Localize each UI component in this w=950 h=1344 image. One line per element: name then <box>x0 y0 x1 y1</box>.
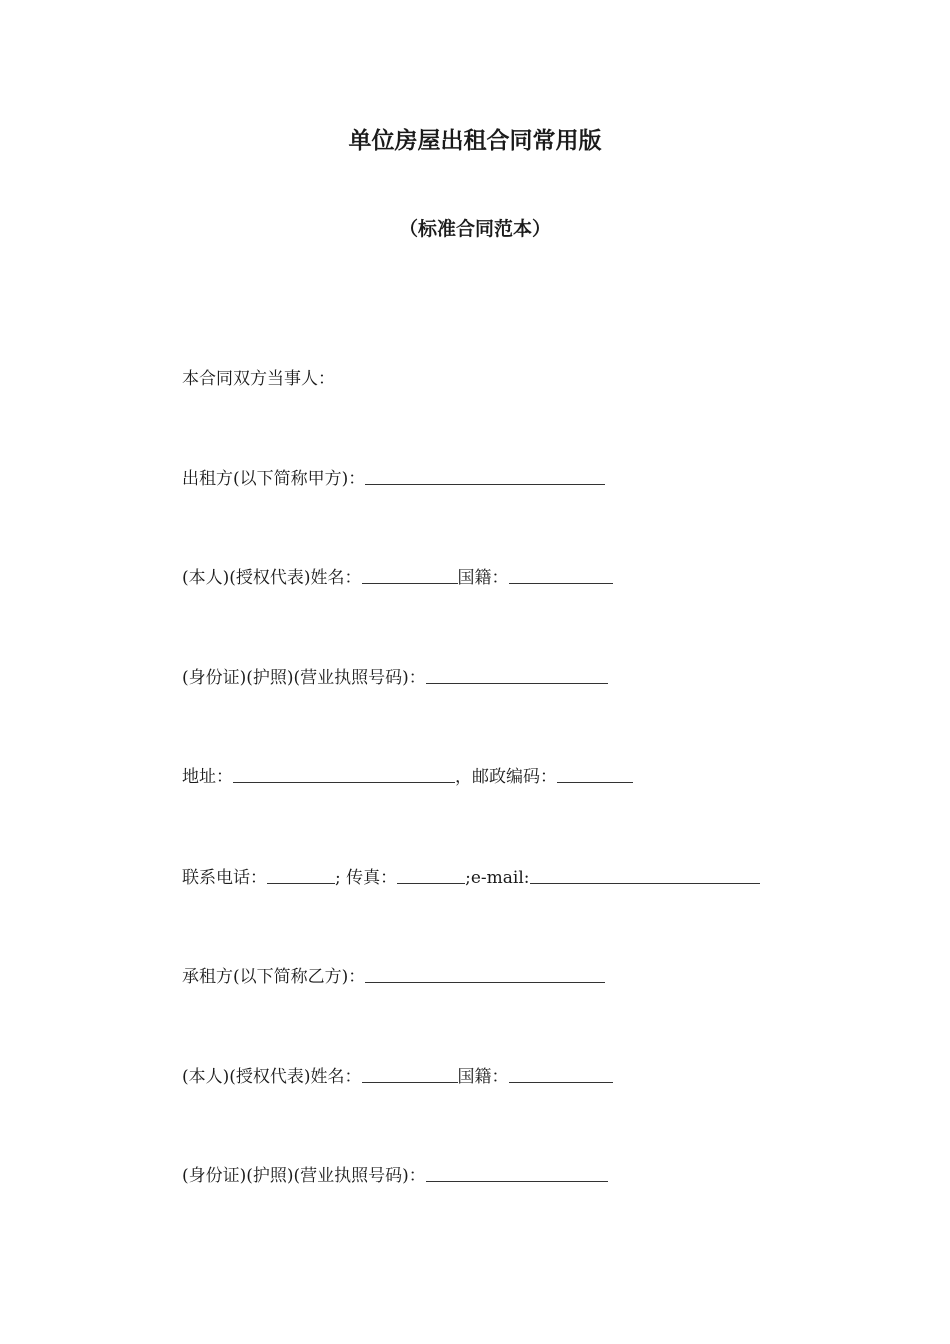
lessor-address-label: 地址： <box>182 767 233 787</box>
lessor-postcode-blank[interactable] <box>557 766 633 783</box>
lessor-email-blank[interactable] <box>530 867 760 884</box>
lessee-line <box>182 966 605 988</box>
lessor-email-label: ;e-mail: <box>465 868 530 888</box>
lessee-rep-name-blank[interactable] <box>362 1066 458 1083</box>
lessor-phone-blank[interactable] <box>267 867 335 884</box>
lessor-representative-line <box>182 567 613 589</box>
lessee-nationality-blank[interactable] <box>509 1066 613 1083</box>
document-subtitle: （标准合同范本） <box>398 218 551 240</box>
lessor-nationality-blank[interactable] <box>509 567 613 584</box>
lessee-nationality-label: 国籍： <box>457 1067 509 1087</box>
lessee-representative-line <box>182 1066 613 1088</box>
lessee-id-blank[interactable] <box>426 1165 608 1182</box>
lessor-phone-label: 联系电话： <box>182 868 267 888</box>
lessee-name-label: (本人)(授权代表)姓名： <box>182 1067 362 1087</box>
lessor-id-blank[interactable] <box>426 667 608 684</box>
lessor-label: 出租方(以下简称甲方)： <box>182 469 366 489</box>
lessor-fax-label: ; 传真： <box>335 868 398 888</box>
lessor-address-blank[interactable] <box>233 766 455 783</box>
lessor-id-line <box>182 667 608 689</box>
lessee-id-line <box>182 1165 608 1187</box>
lessor-nationality-label: 国籍： <box>457 568 509 588</box>
lessee-name-blank[interactable] <box>365 966 605 983</box>
parties-intro-text: 本合同双方当事人： <box>182 369 335 389</box>
lessor-contact-line <box>182 867 760 889</box>
lessor-rep-name-blank[interactable] <box>362 567 458 584</box>
lessor-name-label: (本人)(授权代表)姓名： <box>182 568 362 588</box>
lessor-address-line <box>182 766 633 788</box>
lessor-id-label: (身份证)(护照)(营业执照号码)： <box>182 668 426 688</box>
lessor-fax-blank[interactable] <box>397 867 465 884</box>
parties-intro <box>182 368 335 390</box>
lessee-id-label: (身份证)(护照)(营业执照号码)： <box>182 1166 426 1186</box>
lessor-postcode-label: ，邮政编码： <box>455 767 557 787</box>
document-title: 单位房屋出租合同常用版 <box>348 128 602 154</box>
lessee-label: 承租方(以下简称乙方)： <box>182 967 366 987</box>
lessor-name-blank[interactable] <box>365 468 605 485</box>
lessor-line <box>182 468 605 490</box>
